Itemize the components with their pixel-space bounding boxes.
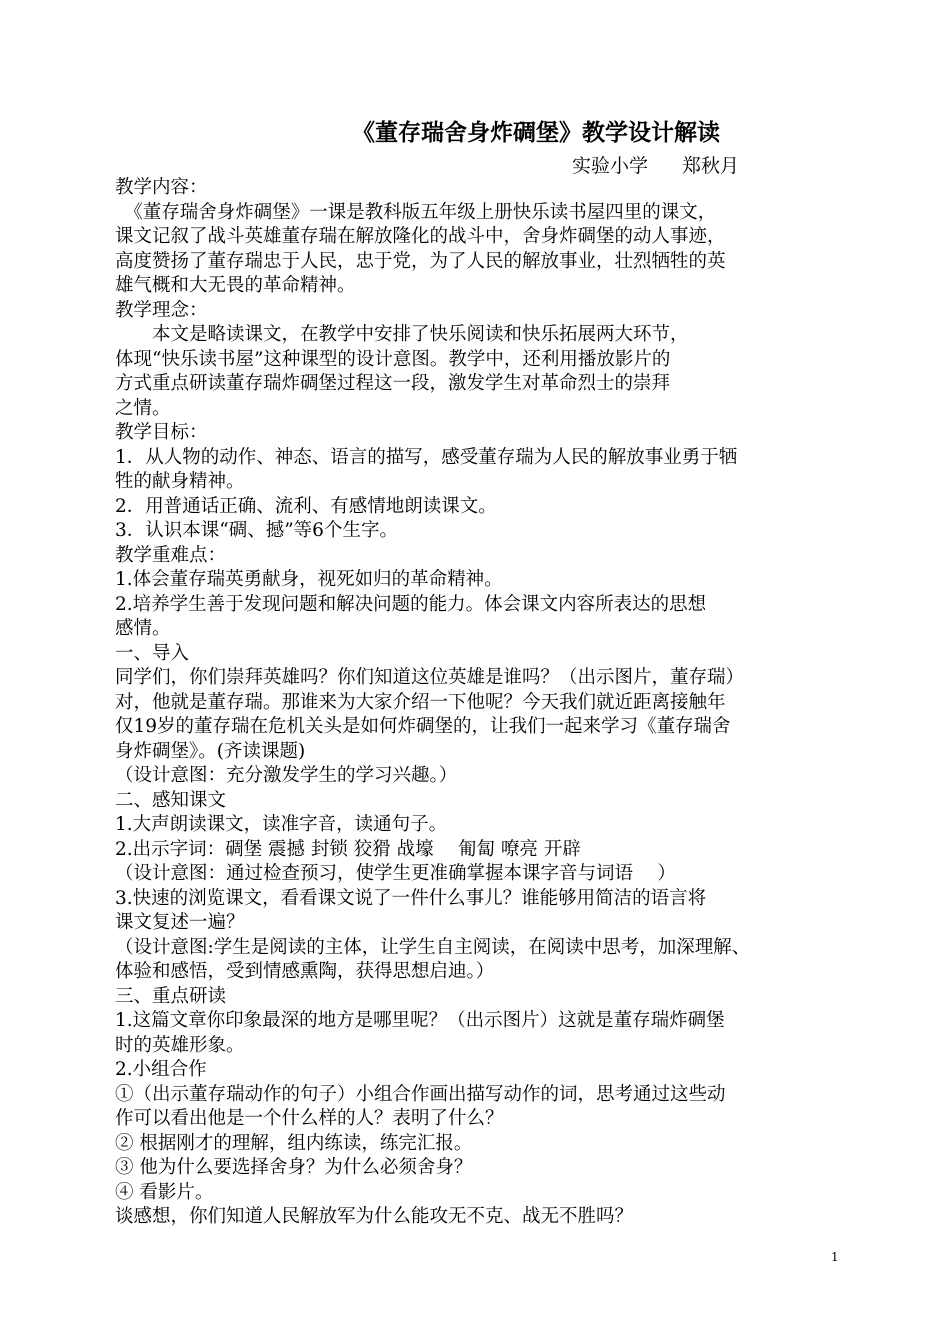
text-line: 1．从人物的动作、神态、语言的描写，感受董存瑞为人民的解放事业勇于牺	[115, 446, 738, 468]
text-line: ③ 他为什么要选择舍身？为什么必须舍身？	[115, 1157, 473, 1178]
school-name: 实验小学	[572, 155, 649, 177]
text-line: 2.出示字词：碉堡 震撼 封锁 狡猾 战壕 匍匐 嘹亮 开辟	[115, 838, 581, 860]
text-line: 《董存瑞舍身炸碉堡》一课是教科版五年级上册快乐读书屋四里的课文，	[115, 201, 717, 223]
author-name: 郑秋月	[682, 155, 740, 177]
text-line: 身炸碉堡》。(齐读课题)	[115, 740, 306, 762]
text-line: 课文复述一遍？	[115, 912, 245, 933]
text-line: 2．用普通话正确、流利、有感情地朗读课文。	[115, 495, 497, 517]
author-line	[572, 151, 739, 178]
text-line: 3．认识本课“碉、撼”等6个生字。	[115, 520, 398, 541]
text-line: 谈感想，你们知道人民解放军为什么能攻无不克、战无不胜吗？	[115, 1206, 634, 1227]
text-line: （设计意图：充分激发学生的学习兴趣。）	[115, 765, 458, 786]
text-line: 体验和感悟，受到情感熏陶，获得思想启迪。）	[115, 961, 495, 982]
text-line: 同学们，你们崇拜英雄吗？你们知道这位英雄是谁吗？（出示图片，董存瑞）	[115, 667, 745, 688]
text-line: 之情。	[115, 397, 171, 419]
document-body	[115, 176, 855, 1230]
text-line: 方式重点研读董存瑞炸碉堡过程这一段，激发学生对革命烈士的崇拜	[115, 373, 671, 394]
text-line: 教学重难点：	[115, 544, 227, 566]
text-line: 教学内容：	[115, 177, 208, 198]
document-title: 《董存瑞舍身炸碉堡》教学设计解读	[352, 120, 720, 146]
text-line: 1.这篇文章你印象最深的地方是哪里呢？（出示图片）这就是董存瑞炸碉堡	[115, 1010, 725, 1031]
text-line: 对，他就是董存瑞。那谁来为大家介绍一下他呢？今天我们就近距离接触年	[115, 691, 726, 713]
text-line: 仅19岁的董存瑞在危机关头是如何炸碉堡的，让我们一起来学习《董存瑞舍	[115, 716, 731, 737]
text-line: （设计意图：通过检查预习，使学生更准确掌握本课字音与词语 ）	[115, 863, 676, 884]
text-line: 教学目标：	[115, 422, 208, 443]
text-line: ② 根据刚才的理解，组内练读，练完汇报。	[115, 1132, 473, 1154]
text-line: 感情。	[115, 618, 171, 639]
page-number: 1	[831, 1250, 839, 1264]
text-line: 一、导入	[115, 642, 190, 664]
text-line: 三、重点研读	[115, 985, 227, 1007]
text-line: 牲的献身精神。	[115, 471, 245, 492]
text-line: 1.大声朗读课文，读准字音，读通句子。	[115, 814, 448, 835]
text-line: 雄气概和大无畏的革命精神。	[115, 275, 356, 296]
text-line: 二、感知课文	[115, 789, 227, 811]
text-line: 3.快速的浏览课文，看看课文说了一件什么事儿？谁能够用简洁的语言将	[115, 887, 707, 909]
text-line: 本文是略读课文，在教学中安排了快乐阅读和快乐拓展两大环节，	[115, 324, 689, 345]
text-line: 1.体会董存瑞英勇献身，视死如归的革命精神。	[115, 569, 503, 590]
text-line: 时的英雄形象。	[115, 1034, 245, 1056]
text-line: 课文记叙了战斗英雄董存瑞在解放隆化的战斗中，舍身炸碉堡的动人事迹，	[115, 226, 726, 247]
text-line: 教学理念：	[115, 299, 208, 321]
text-line: ④ 看影片。	[115, 1181, 214, 1203]
text-line: ①（出示董存瑞动作的句子）小组合作画出描写动作的词，思考通过这些动	[115, 1083, 726, 1105]
text-line: 2.小组合作	[115, 1059, 207, 1080]
text-line: 作可以看出他是一个什么样的人？表明了什么？	[115, 1108, 504, 1129]
text-line: 2.培养学生善于发现问题和解决问题的能力。体会课文内容所表达的思想	[115, 593, 707, 615]
text-line: 高度赞扬了董存瑞忠于人民，忠于党，为了人民的解放事业，壮烈牺牲的英	[115, 250, 726, 272]
text-line: （设计意图:学生是阅读的主体，让学生自主阅读，在阅读中思考，加深理解、	[115, 936, 751, 958]
text-line: 体现“快乐读书屋”这种课型的设计意图。教学中，还利用播放影片的	[115, 348, 671, 370]
